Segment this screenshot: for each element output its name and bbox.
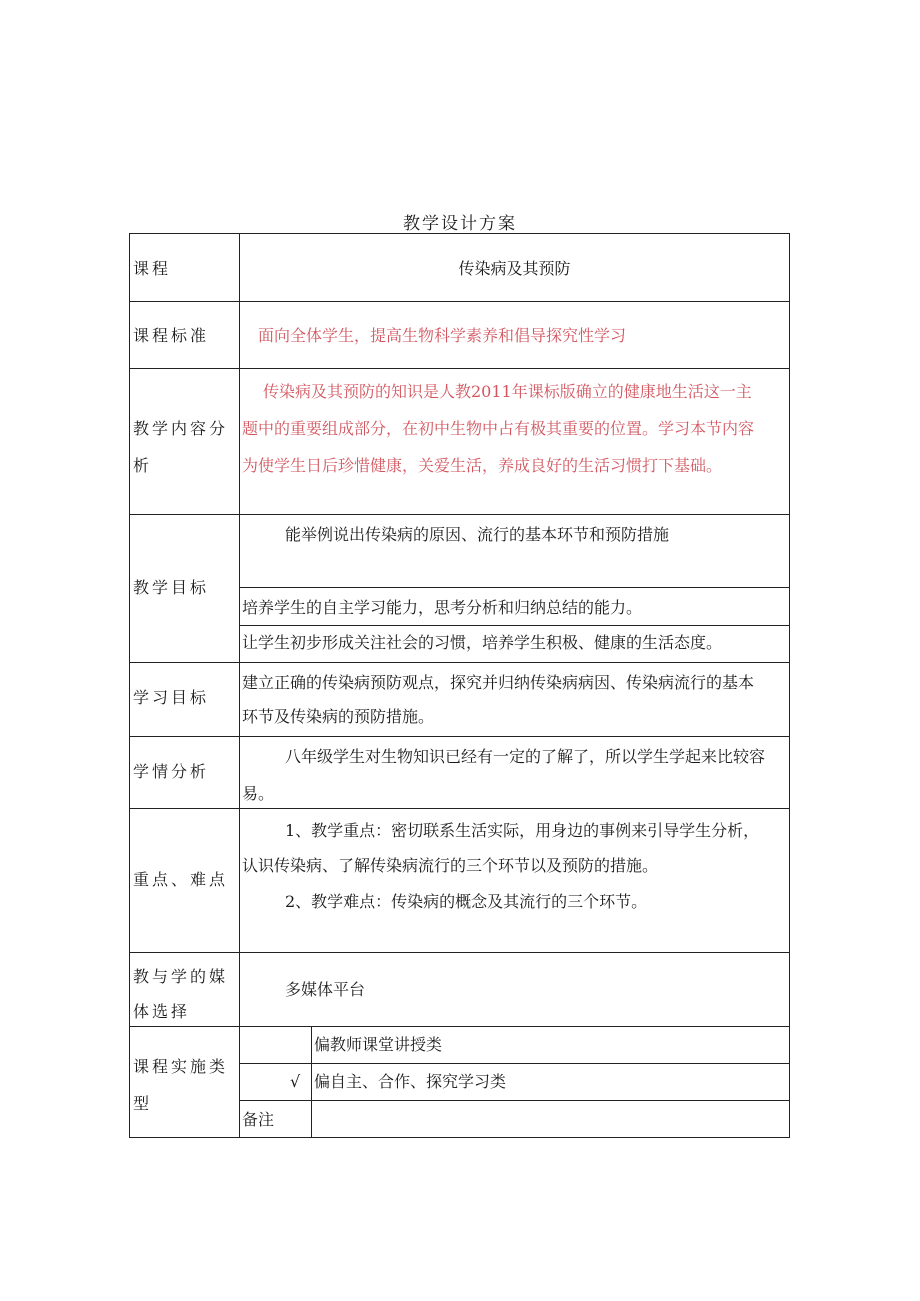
teaching-goal-item: 能举例说出传染病的原因、流行的基本环节和预防措施	[285, 525, 670, 544]
media-label-cont: 体选择	[133, 1002, 191, 1021]
row-divider	[129, 301, 790, 302]
cell-divider	[239, 625, 790, 626]
cell-divider	[239, 1100, 790, 1101]
standard-label: 课程标准	[133, 326, 210, 345]
row-divider	[129, 952, 790, 953]
teaching-goals-label: 教学目标	[133, 578, 210, 597]
learning-goals-line: 环节及传染病的预防措施。	[242, 707, 435, 726]
row-divider	[129, 368, 790, 369]
key-points-line: 1、教学重点：密切联系生活实际，用身边的事例来引导学生分析，	[285, 821, 760, 840]
content-analysis-line: 题中的重要组成部分，在初中生物中占有极其重要的位置。学习本节内容	[242, 419, 755, 438]
learning-goals-label: 学习目标	[133, 688, 210, 707]
learner-analysis-line: 八年级学生对生物知识已经有一定的了解了，所以学生学起来比较容	[285, 747, 766, 766]
course-type-option: 偏教师课堂讲授类	[314, 1035, 443, 1054]
check-mark: √	[290, 1072, 301, 1091]
standard-value: 面向全体学生，提高生物科学素养和倡导探究性学习	[258, 326, 627, 345]
teaching-goal-item: 让学生初步形成关注社会的习惯，培养学生积极、健康的生活态度。	[242, 633, 723, 652]
type-column-divider	[311, 1026, 312, 1138]
row-divider	[129, 1026, 790, 1027]
content-analysis-label-cont: 析	[133, 456, 153, 475]
cell-divider	[239, 1063, 790, 1064]
course-value: 传染病及其预防	[458, 259, 571, 278]
learner-analysis-line: 易。	[242, 784, 275, 803]
row-divider	[129, 736, 790, 737]
course-type-label: 课程实施类	[133, 1057, 229, 1076]
key-points-line: 2、教学难点：传染病的概念及其流行的三个环节。	[285, 892, 648, 911]
key-points-label: 重点、难点	[133, 870, 229, 889]
learning-goals-line: 建立正确的传染病预防观点，探究并归纳传染病病因、传染病流行的基本	[242, 673, 755, 692]
cell-divider	[239, 587, 790, 588]
row-divider	[129, 808, 790, 809]
row-divider	[129, 662, 790, 663]
row-divider	[129, 514, 790, 515]
remark-label: 备注	[242, 1110, 275, 1129]
media-value: 多媒体平台	[285, 980, 366, 999]
content-analysis-line: 传染病及其预防的知识是人教2011年课标版确立的健康地生活这一主	[263, 382, 752, 401]
content-analysis-line: 为使学生日后珍惜健康，关爱生活，养成良好的生活习惯打下基础。	[242, 456, 723, 475]
teaching-goal-item: 培养学生的自主学习能力，思考分析和归纳总结的能力。	[242, 598, 643, 617]
course-type-label-cont: 型	[133, 1094, 153, 1113]
content-analysis-label: 教学内容分	[133, 419, 229, 438]
course-label: 课程	[133, 259, 172, 278]
media-label: 教与学的媒	[133, 967, 229, 986]
course-type-option: 偏自主、合作、探究学习类	[314, 1072, 507, 1091]
key-points-line: 认识传染病、了解传染病流行的三个环节以及预防的措施。	[242, 856, 659, 875]
learner-analysis-label: 学情分析	[133, 762, 210, 781]
document-title: 教学设计方案	[403, 214, 517, 234]
